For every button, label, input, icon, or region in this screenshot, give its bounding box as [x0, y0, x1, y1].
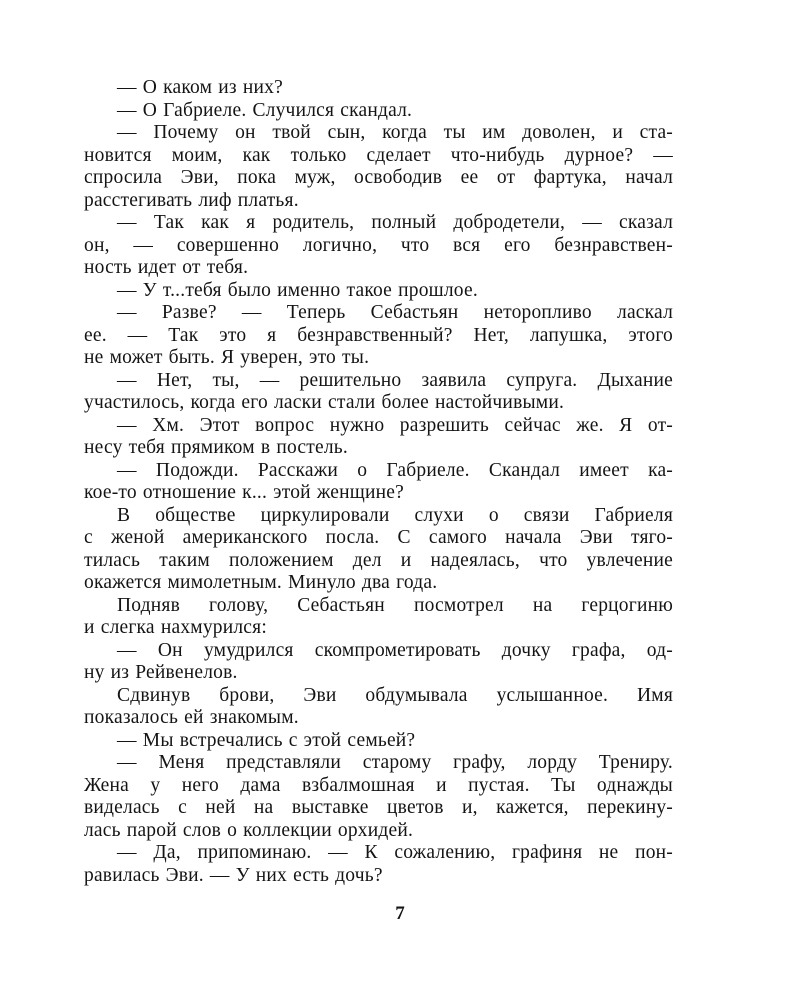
text-line: — Мы встречались с этой семьей?: [117, 729, 416, 751]
text-line: показалось ей знакомым.: [84, 707, 299, 728]
text-line: — Подожди. Расскажи о Габриеле. Скандал имеет ка-: [117, 459, 673, 481]
text-line: Сдвинув брови, Эви обдумывала услышанное. Имя: [117, 684, 673, 706]
text-line: — О каком из них?: [117, 77, 283, 98]
text-line: — Так как я родитель, полный добродетели, — сказал: [117, 212, 673, 233]
text-line: Жена у него дама взбалмошная и пустая. Ты однажды: [84, 774, 673, 796]
body-text: [84, 77, 673, 887]
text-line: и слегка нахмурился:: [84, 617, 267, 638]
text-line: он, — совершенно логично, что вся его безнравствен-: [84, 234, 673, 256]
text-line: ность идет от тебя.: [84, 257, 249, 278]
text-line: — Разве? — Теперь Себастьян неторопливо ласкал: [117, 302, 673, 323]
text-line: — Хм. Этот вопрос нужно разрешить сейчас же. Я от-: [117, 414, 673, 436]
text-line: виделась с ней на выставке цветов и, кажется, перекину-: [84, 797, 673, 818]
text-line: — У т...тебя было именно такое прошлое.: [117, 279, 478, 301]
text-line: — Нет, ты, — решительно заявила супруга. Дыхание: [117, 369, 673, 391]
text-line: лась парой слов о коллекции орхидей.: [84, 819, 414, 841]
text-line: — Он умудрился скомпрометировать дочку графа, од-: [117, 639, 673, 661]
text-line: — Да, припоминаю. — К сожалению, графиня не пон-: [117, 842, 673, 863]
text-line: с женой американского посла. С самого начала Эви тяго-: [84, 527, 673, 548]
text-line: тилась таким положением дел и надеялась, что увлечение: [84, 549, 673, 571]
text-line: кое-то отношение к... этой женщине?: [84, 482, 404, 503]
text-line: участилось, когда его ласки стали более настойчивыми.: [84, 392, 565, 413]
text-line: расстегивать лиф платья.: [84, 189, 299, 211]
text-line: равилась Эви. — У них есть дочь?: [84, 864, 383, 886]
text-line: — Меня представляли старому графу, лорду Трениру.: [117, 752, 673, 773]
text-line: новится моим, как только сделает что-нибудь дурное? —: [84, 144, 673, 166]
text-line: не может быть. Я уверен, это ты.: [84, 347, 370, 368]
text-line: спросила Эви, пока муж, освободив ее от фартука, начал: [84, 167, 673, 188]
text-line: — Почему он твой сын, когда ты им доволен, и ста-: [117, 122, 673, 143]
text-line: несу тебя прямиком в постель.: [84, 437, 348, 458]
page-number: 7: [395, 903, 405, 924]
text-line: окажется мимолетным. Минуло два года.: [84, 572, 438, 593]
text-line: ну из Рейвенелов.: [84, 662, 238, 683]
text-line: ее. — Так это я безнравственный? Нет, лапушка, этого: [84, 324, 673, 346]
text-line: Подняв голову, Себастьян посмотрел на герцогиню: [117, 594, 673, 616]
text-line: — О Габриеле. Случился скандал.: [117, 99, 413, 121]
text-line: В обществе циркулировали слухи о связи Габриеля: [117, 504, 673, 526]
